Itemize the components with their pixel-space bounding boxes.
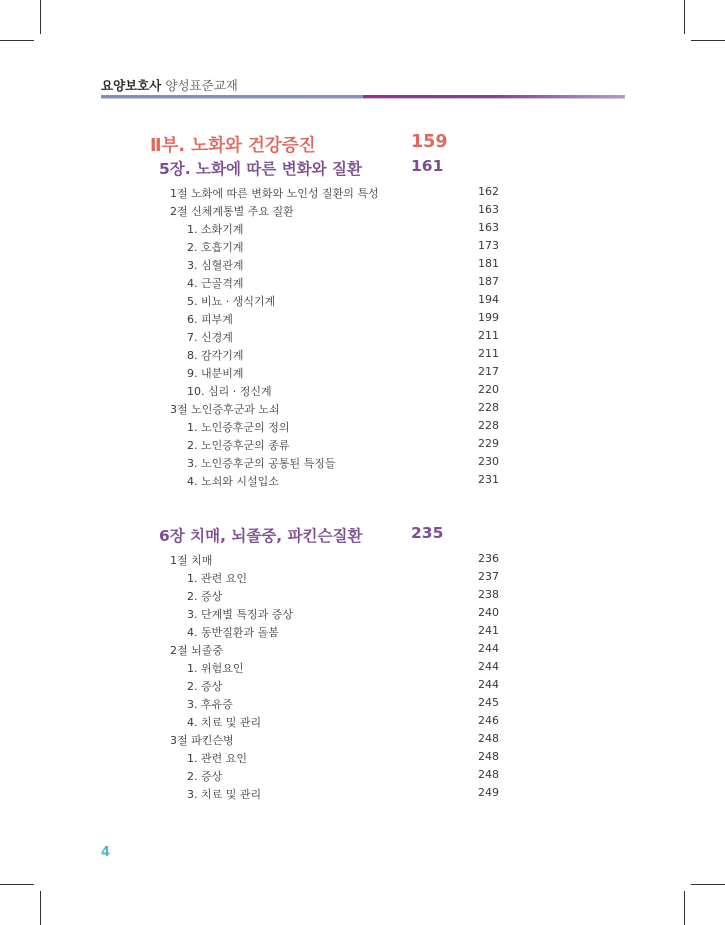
toc-entry-title: 4. 노쇠와 시설입소	[187, 475, 279, 488]
toc-entry-page: 244	[478, 642, 499, 655]
toc-entry-page: 230	[478, 455, 499, 468]
toc-entry-title: 2. 노인증후군의 종류	[187, 439, 290, 452]
toc-entry-title: 5. 비뇨 · 생식기계	[187, 295, 276, 308]
toc-entry-sub	[0, 455, 725, 473]
toc-entry-page: 244	[478, 660, 499, 673]
toc-entry-title: 2. 호흡기계	[187, 241, 244, 254]
toc-entry-sub	[0, 750, 725, 768]
toc-entry-page: 163	[478, 203, 499, 216]
toc-entry-page: 240	[478, 606, 499, 619]
toc-entry-page: 231	[478, 473, 499, 486]
toc-entry-title: 2. 증상	[187, 770, 223, 783]
toc-entry-title: 2절 신체계통별 주요 질환	[170, 205, 294, 218]
toc-entry-sec	[0, 552, 725, 570]
toc-entry-sub	[0, 329, 725, 347]
toc-entry-title: 4. 근골격계	[187, 277, 244, 290]
toc-entry-title: 2절 뇌졸중	[170, 644, 223, 657]
toc-entry-title: 2. 증상	[187, 590, 223, 603]
toc-entry-sub	[0, 239, 725, 257]
page-number: 4	[101, 845, 111, 860]
toc-entry-title: 9. 내분비계	[187, 367, 244, 380]
toc-entry-title: 3. 후유증	[187, 698, 233, 711]
toc-entry-title: 2. 증상	[187, 680, 223, 693]
running-header	[101, 76, 238, 94]
toc-entry-page: 194	[478, 293, 499, 306]
toc-entry-page: 235	[411, 524, 444, 542]
crop-mark	[0, 40, 34, 41]
toc-entry-sec	[0, 732, 725, 750]
crop-mark	[684, 0, 685, 34]
toc-entry-chap	[0, 524, 725, 545]
toc-entry-title: 1절 노화에 따른 변화와 노인성 질환의 특성	[170, 187, 379, 200]
toc-entry-title: 1. 노인증후군의 정의	[187, 421, 290, 434]
toc-entry-title: 3절 노인증후군과 노쇠	[170, 403, 280, 416]
toc-entry-sub	[0, 624, 725, 642]
toc-entry-sec	[0, 642, 725, 660]
toc-entry-title: 1. 관련 요인	[187, 752, 247, 765]
toc-entry-sub	[0, 383, 725, 401]
toc-entry-sec	[0, 185, 725, 203]
toc-entry-sub	[0, 714, 725, 732]
toc-entry-page: 245	[478, 696, 499, 709]
toc-entry-page: 163	[478, 221, 499, 234]
toc-entry-title: 6. 피부계	[187, 313, 233, 326]
toc-entry-page: 248	[478, 768, 499, 781]
toc-entry-title: 8. 감각기계	[187, 349, 244, 362]
crop-mark	[40, 891, 41, 925]
crop-mark	[40, 0, 41, 34]
toc-entry-title: 3. 단계별 특징과 증상	[187, 608, 293, 621]
toc-entry-sub	[0, 473, 725, 491]
toc-entry-page: 211	[478, 347, 499, 360]
toc-entry-title: 4. 치료 및 관리	[187, 716, 262, 729]
toc-entry-sub	[0, 768, 725, 786]
toc-entry-page: 244	[478, 678, 499, 691]
toc-entry-page: 199	[478, 311, 499, 324]
toc-entry-title: 1. 위험요인	[187, 662, 244, 675]
toc-entry-title: 1. 관련 요인	[187, 572, 247, 585]
toc-entry-sub	[0, 678, 725, 696]
header-rule-thin	[101, 98, 625, 99]
header-book-subtitle: 양성표준교재	[165, 78, 238, 93]
toc-entry-title: 1절 치매	[170, 554, 213, 567]
toc-entry-part	[0, 132, 725, 156]
toc-entry-page: 187	[478, 275, 499, 288]
toc-entry-sub	[0, 275, 725, 293]
toc-entry-title: 7. 신경계	[187, 331, 233, 344]
toc-entry-page: 241	[478, 624, 499, 637]
toc-entry-sec	[0, 203, 725, 221]
toc-entry-page: 162	[478, 185, 499, 198]
header-book-title: 요양보호사	[101, 78, 162, 93]
toc-entry-sub	[0, 437, 725, 455]
toc-entry-title: 1. 소화기계	[187, 223, 244, 236]
toc-entry-sub	[0, 570, 725, 588]
toc-entry-page: 246	[478, 714, 499, 727]
toc-entry-page: 220	[478, 383, 499, 396]
toc-entry-sub	[0, 257, 725, 275]
toc-entry-chap	[0, 157, 725, 178]
toc-entry-page: 161	[411, 157, 444, 175]
toc-entry-page: 249	[478, 786, 499, 799]
toc-entry-sub	[0, 311, 725, 329]
toc-entry-sub	[0, 419, 725, 437]
toc-entry-title: 3절 파킨슨병	[170, 734, 234, 747]
toc-entry-title: 10. 심리 · 정신계	[187, 385, 272, 398]
toc-entry-page: 237	[478, 570, 499, 583]
toc-entry-page: 173	[478, 239, 499, 252]
toc-entry-sub	[0, 786, 725, 804]
toc-entry-page: 217	[478, 365, 499, 378]
toc-entry-sub	[0, 221, 725, 239]
toc-entry-page: 228	[478, 419, 499, 432]
toc-entry-title: 6장 치매, 뇌졸중, 파킨슨질환	[159, 527, 363, 545]
toc-entry-page: 159	[411, 132, 448, 152]
toc-entry-title: 5장. 노화에 따른 변화와 질환	[159, 160, 362, 178]
toc-entry-page: 181	[478, 257, 499, 270]
toc-entry-page: 248	[478, 732, 499, 745]
toc-entry-page: 211	[478, 329, 499, 342]
crop-mark	[0, 884, 34, 885]
crop-mark	[684, 891, 685, 925]
toc-entry-sub	[0, 606, 725, 624]
toc-entry-sec	[0, 401, 725, 419]
toc-entry-title: Ⅱ부. 노화와 건강증진	[150, 136, 316, 156]
toc-entry-sub	[0, 696, 725, 714]
toc-entry-page: 228	[478, 401, 499, 414]
toc-entry-page: 238	[478, 588, 499, 601]
toc-entry-page: 248	[478, 750, 499, 763]
toc-entry-sub	[0, 347, 725, 365]
toc-entry-title: 3. 노인증후군의 공통된 특징들	[187, 457, 336, 470]
toc-entry-sub	[0, 293, 725, 311]
toc-entry-sub	[0, 660, 725, 678]
toc-entry-title: 3. 심혈관계	[187, 259, 244, 272]
crop-mark	[691, 884, 725, 885]
toc-entry-sub	[0, 365, 725, 383]
toc-entry-title: 3. 치료 및 관리	[187, 788, 262, 801]
toc-entry-page: 236	[478, 552, 499, 565]
toc-entry-page: 229	[478, 437, 499, 450]
crop-mark	[691, 40, 725, 41]
toc-entry-sub	[0, 588, 725, 606]
toc-entry-title: 4. 동반질환과 돌봄	[187, 626, 279, 639]
